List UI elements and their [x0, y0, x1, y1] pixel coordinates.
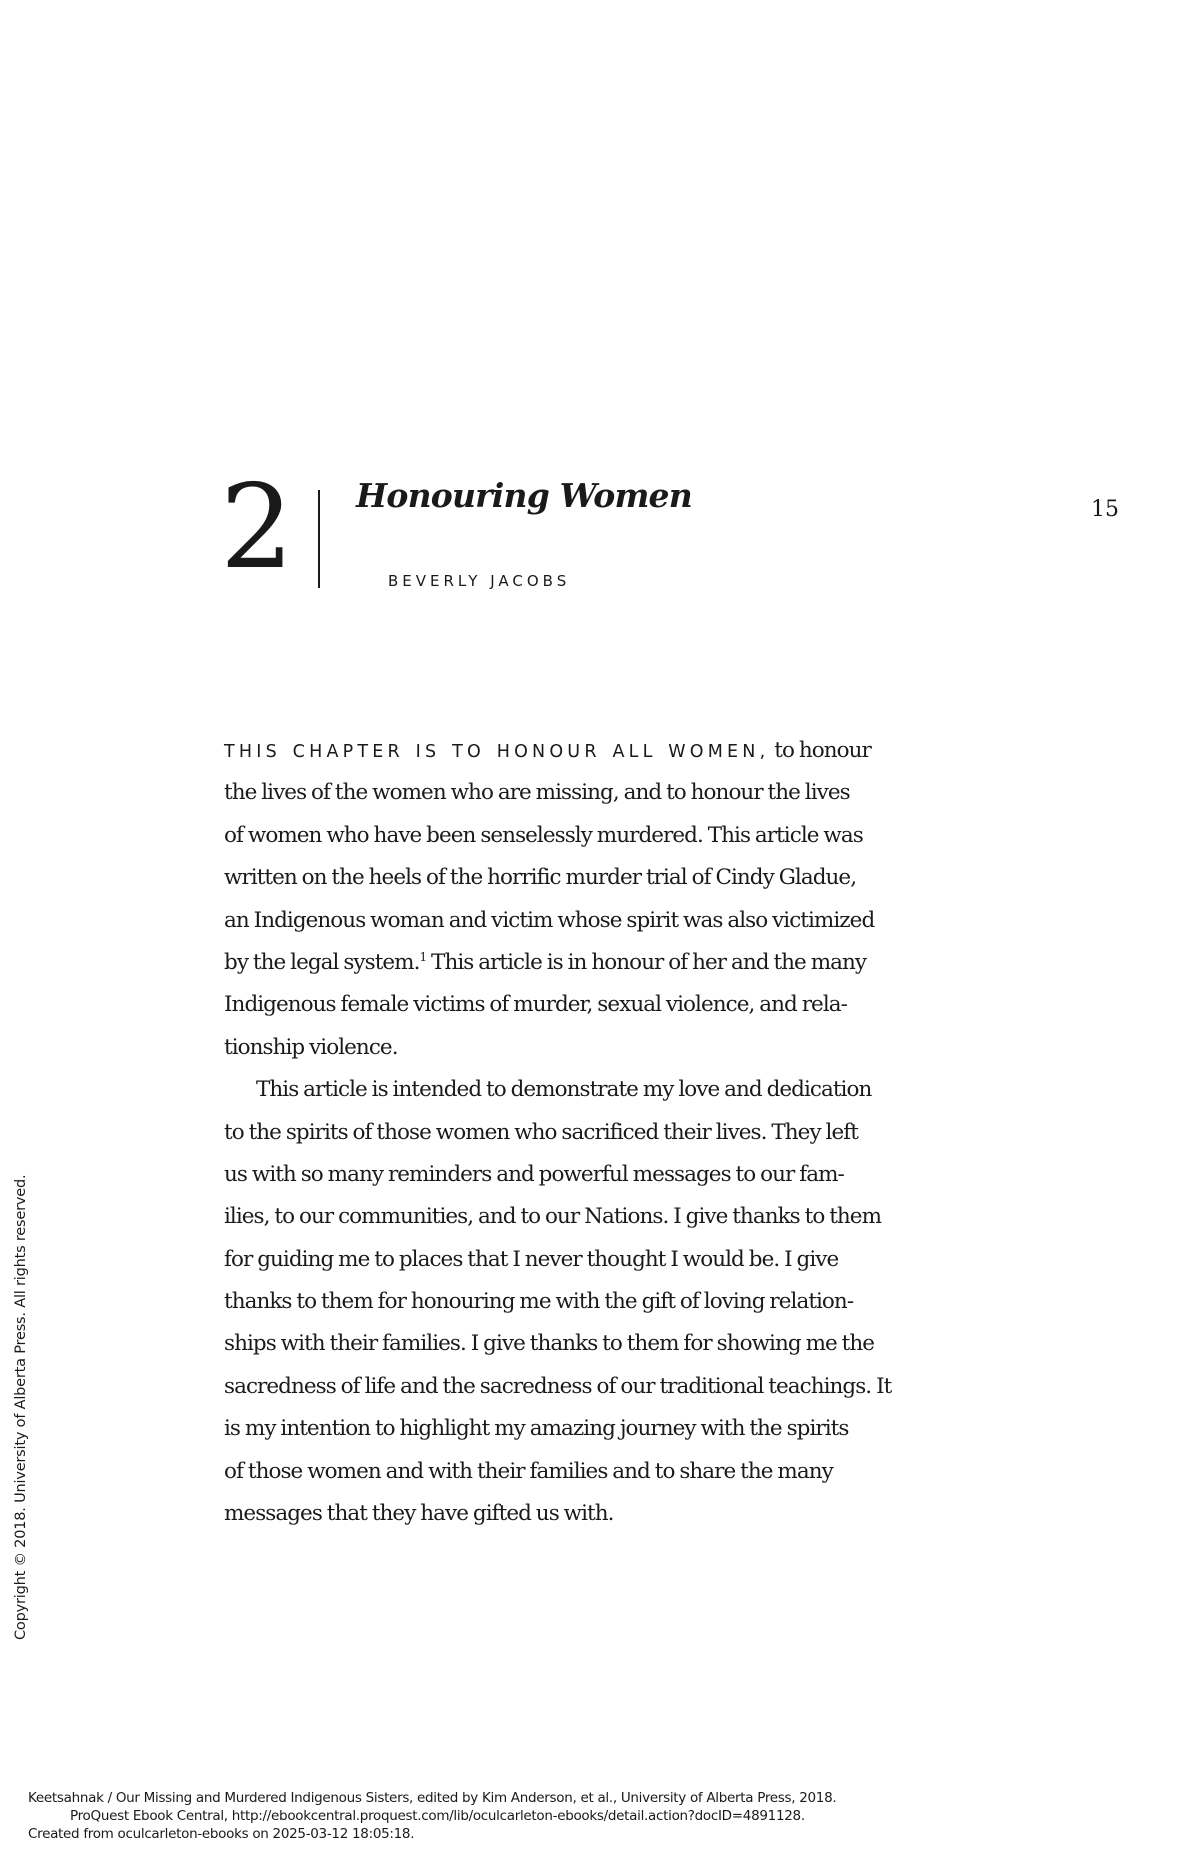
paragraph-1-line: an Indigenous woman and victim whose spirit was also victimized [224, 907, 875, 933]
paragraph-1-line [224, 730, 976, 772]
citation-footer-line: Keetsahnak / Our Missing and Murdered Indigenous Sisters, edited by Kim Anderson, et al., University of Alberta Press, 2018. [28, 1790, 837, 1806]
paragraph-2-line: sacredness of life and the sacredness of our traditional teachings. It [224, 1373, 892, 1399]
paragraph-1-line: of women who have been senselessly murdered. This article was [224, 822, 863, 848]
paragraph-text: by the legal system. [224, 949, 420, 975]
paragraph-1-line: written on the heels of the horrific murder trial of Cindy Gladue, [224, 865, 857, 891]
chapter-title: Honouring Women [356, 476, 692, 515]
paragraph-1-line: the lives of the women who are missing, and to honour the lives [224, 780, 850, 806]
paragraph-2-line: ships with their families. I give thanks to them for showing me the [224, 1331, 875, 1357]
paragraph-2-line: of those women and with their families and to share the many [224, 1458, 833, 1484]
paragraph-2-line: for guiding me to places that I never thought I would be. I give [224, 1246, 839, 1272]
paragraph-2-line: messages that they have gifted us with. [224, 1501, 614, 1527]
page-number: 15 [1091, 497, 1119, 522]
paragraph-2-line: is my intention to highlight my amazing journey with the spirits [224, 1416, 849, 1442]
copyright-notice: Copyright © 2018. University of Alberta Press. All rights reserved. [13, 1174, 29, 1640]
paragraph-text: This article is in honour of her and the many [426, 949, 867, 975]
paragraph-2-line: ilies, to our communities, and to our Nations. I give thanks to them [224, 1204, 882, 1230]
chapter-heading-divider [318, 490, 320, 588]
chapter-number: 2 [220, 460, 292, 595]
paragraph-2-line: This article is intended to demonstrate my love and dedication [256, 1077, 872, 1103]
paragraph-2-line: us with so many reminders and powerful messages to our fam- [224, 1161, 844, 1187]
paragraph-2-line: to the spirits of those women who sacrificed their lives. They left [224, 1119, 858, 1145]
citation-footer-url[interactable]: ProQuest Ebook Central, http://ebookcentral.proquest.com/lib/oculcarleton-ebooks/detail.action?docID=4891128. [70, 1808, 805, 1824]
chapter-body-text [224, 730, 976, 1535]
paragraph-text: to honour [769, 738, 871, 763]
paragraph-lead-in: THIS CHAPTER IS TO HONOUR ALL WOMEN, [224, 742, 770, 762]
citation-footer-line: Created from oculcarleton-ebooks on 2025-03-12 18:05:18. [28, 1826, 415, 1842]
paragraph-2-line: thanks to them for honouring me with the gift of loving relation- [224, 1289, 854, 1315]
paragraph-1-line [224, 942, 976, 984]
paragraph-1-line: tionship violence. [224, 1034, 398, 1060]
paragraph-1-line: Indigenous female victims of murder, sexual violence, and rela- [224, 992, 847, 1018]
chapter-author: BEVERLY JACOBS [388, 572, 571, 590]
footnote-marker[interactable]: 1 [419, 949, 427, 964]
